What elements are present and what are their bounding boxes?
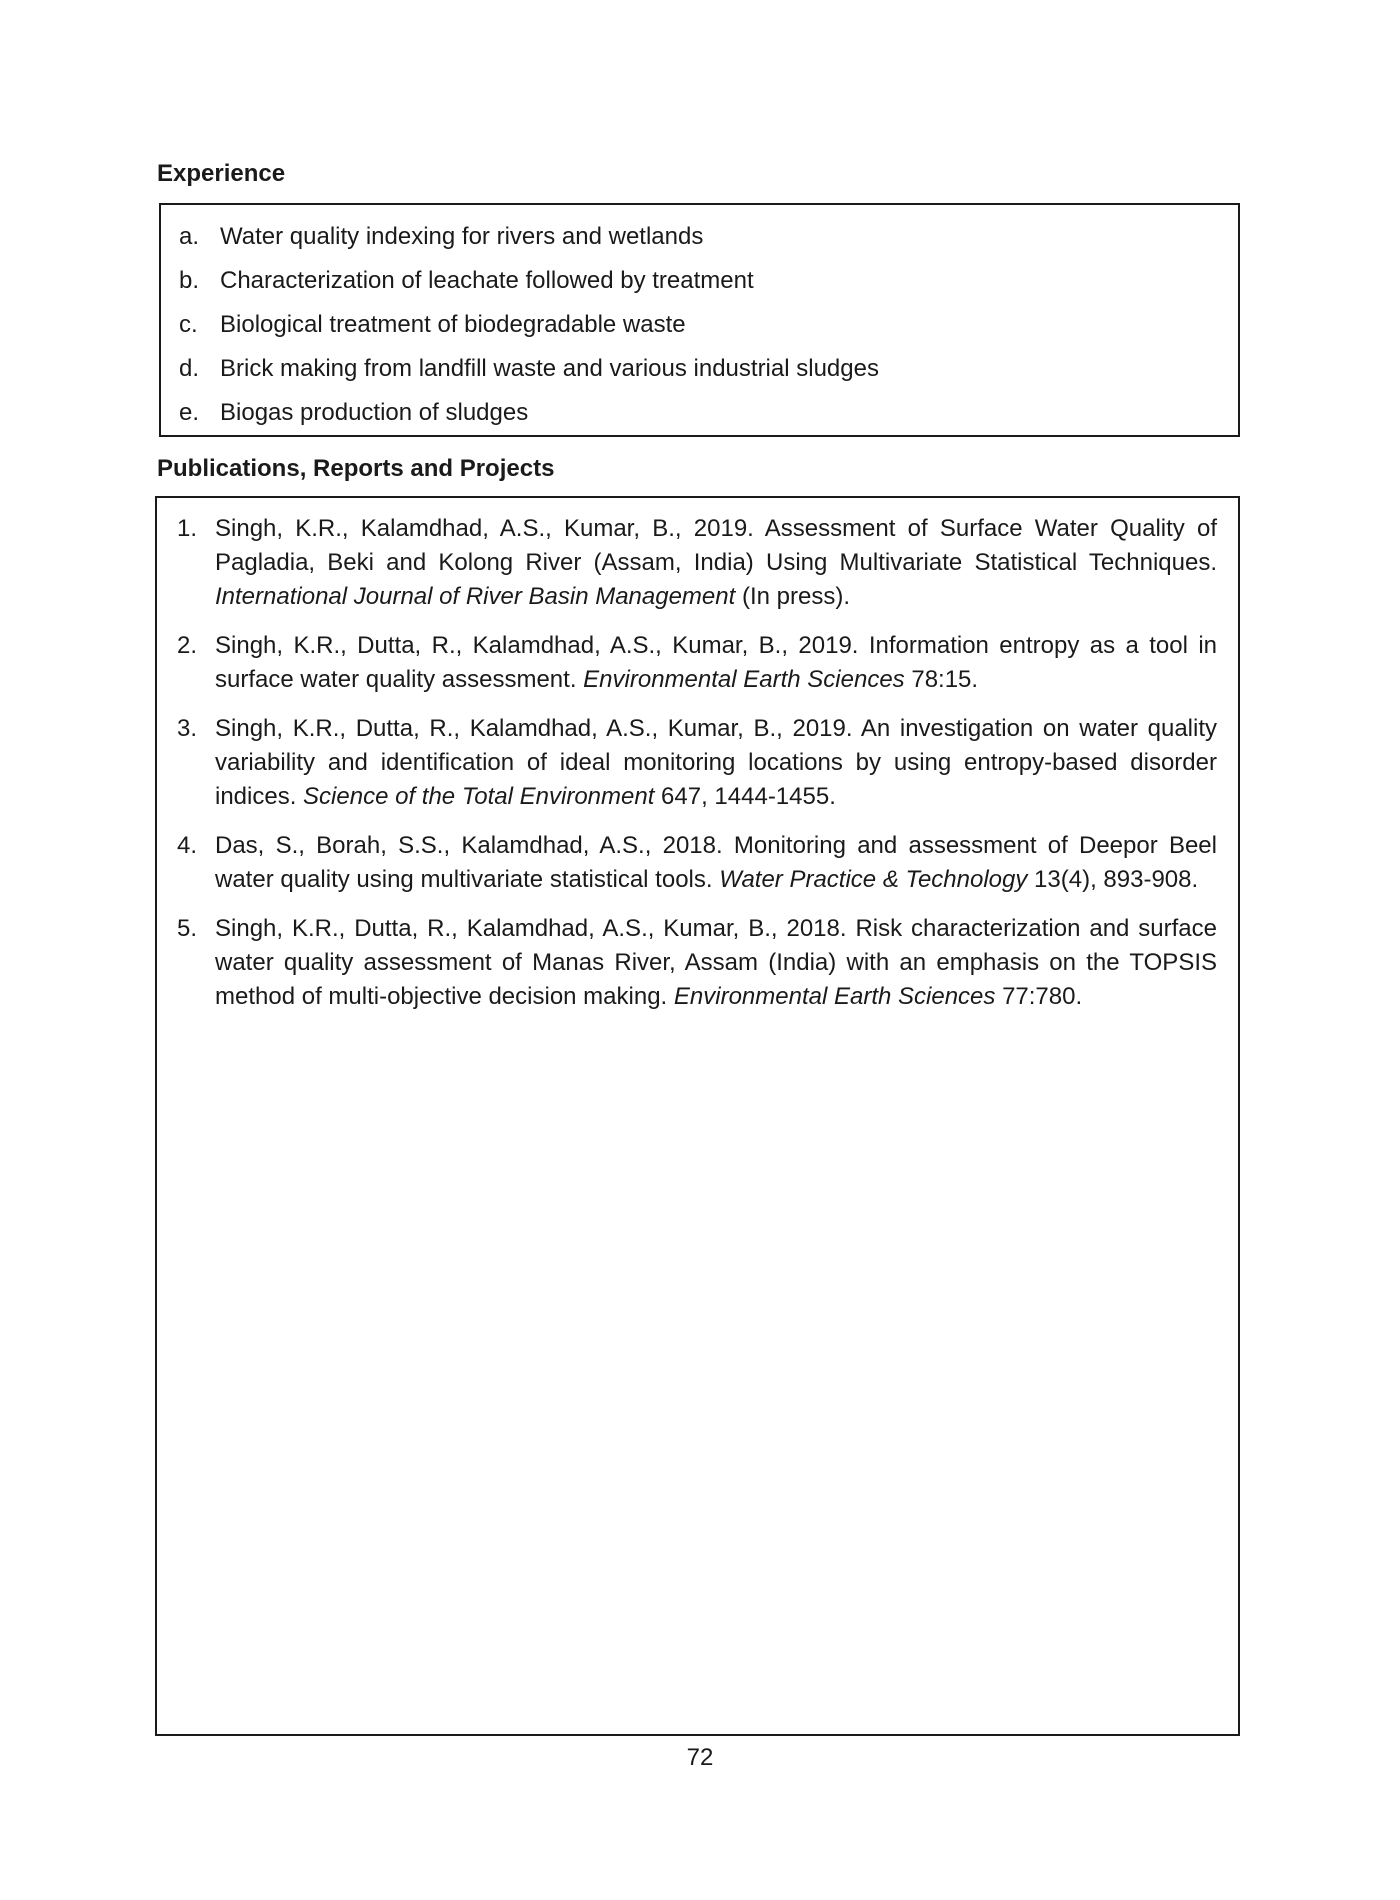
experience-item-text: Biogas production of sludges [220, 399, 529, 426]
list-marker: a. [179, 223, 200, 250]
citation-text: Singh, K.R., Dutta, R., Kalamdhad, A.S., Kumar, B., 2018. Risk characterization and surface water quality assessment of Manas River, Assam (India) with an emphasis on the TOPSIS method of multi-objective decision making. [215, 915, 1217, 1010]
publication-citation [215, 512, 1217, 614]
publication-citation [215, 912, 1217, 1014]
publication-item [177, 512, 1217, 614]
publication-number: 1. [177, 515, 198, 542]
experience-item [179, 347, 1218, 391]
citation-tail: 78:15. [911, 666, 979, 693]
citation-tail: 13(4), 893-908. [1034, 866, 1199, 893]
experience-box [159, 203, 1240, 437]
journal-name: Science of the Total Environment [303, 783, 655, 810]
citation-tail: 77:780. [1002, 983, 1083, 1010]
list-marker: e. [179, 399, 200, 426]
publication-citation [215, 629, 1217, 697]
publication-number: 3. [177, 715, 198, 742]
list-marker: d. [179, 355, 200, 382]
publications-box [155, 496, 1240, 1736]
citation-text: Das, S., Borah, S.S., Kalamdhad, A.S., 2018. Monitoring and assessment of Deepor Beel water quality using multivariate statistical tools. [215, 832, 1217, 893]
publication-number: 2. [177, 632, 198, 659]
journal-name: Environmental Earth Sciences [583, 666, 905, 693]
citation-tail: 647, 1444-1455. [661, 783, 836, 810]
journal-name: International Journal of River Basin Management [215, 583, 736, 610]
experience-item-text: Characterization of leachate followed by treatment [220, 267, 754, 294]
publication-number: 4. [177, 832, 198, 859]
experience-item [179, 215, 1218, 259]
list-marker: c. [179, 311, 198, 338]
citation-tail: (In press). [741, 583, 850, 610]
publication-citation [215, 829, 1217, 897]
experience-list [179, 215, 1218, 435]
publication-item [177, 912, 1217, 1014]
list-marker: b. [179, 267, 200, 294]
citation-text: Singh, K.R., Kalamdhad, A.S., Kumar, B., 2019. Assessment of Surface Water Quality of Pagladia, Beki and Kolong River (Assam, India) Using Multivariate Statistical Techniques. [215, 515, 1217, 576]
page-number: 72 [686, 1744, 714, 1771]
publications-list [177, 512, 1217, 1029]
publication-citation [215, 712, 1217, 814]
publication-item [177, 712, 1217, 814]
journal-name: Water Practice & Technology [719, 866, 1028, 893]
citation-text: Singh, K.R., Dutta, R., Kalamdhad, A.S., Kumar, B., 2019. Information entropy as a tool in surface water quality assessment. [215, 632, 1217, 693]
experience-item [179, 303, 1218, 347]
experience-item [179, 259, 1218, 303]
experience-item-text: Brick making from landfill waste and various industrial sludges [220, 355, 879, 382]
citation-text: Singh, K.R., Dutta, R., Kalamdhad, A.S., Kumar, B., 2019. An investigation on water quality variability and identification of ideal monitoring locations by using entropy-based disorder indices. [215, 715, 1217, 810]
experience-item-text: Water quality indexing for rivers and wetlands [220, 223, 704, 250]
experience-heading: Experience [157, 160, 286, 187]
publication-item [177, 629, 1217, 697]
publications-heading: Publications, Reports and Projects [157, 455, 555, 482]
experience-item [179, 391, 1218, 435]
experience-item-text: Biological treatment of biodegradable waste [220, 311, 686, 338]
journal-name: Environmental Earth Sciences [673, 983, 996, 1010]
publication-number: 5. [177, 915, 198, 942]
publication-item [177, 829, 1217, 897]
